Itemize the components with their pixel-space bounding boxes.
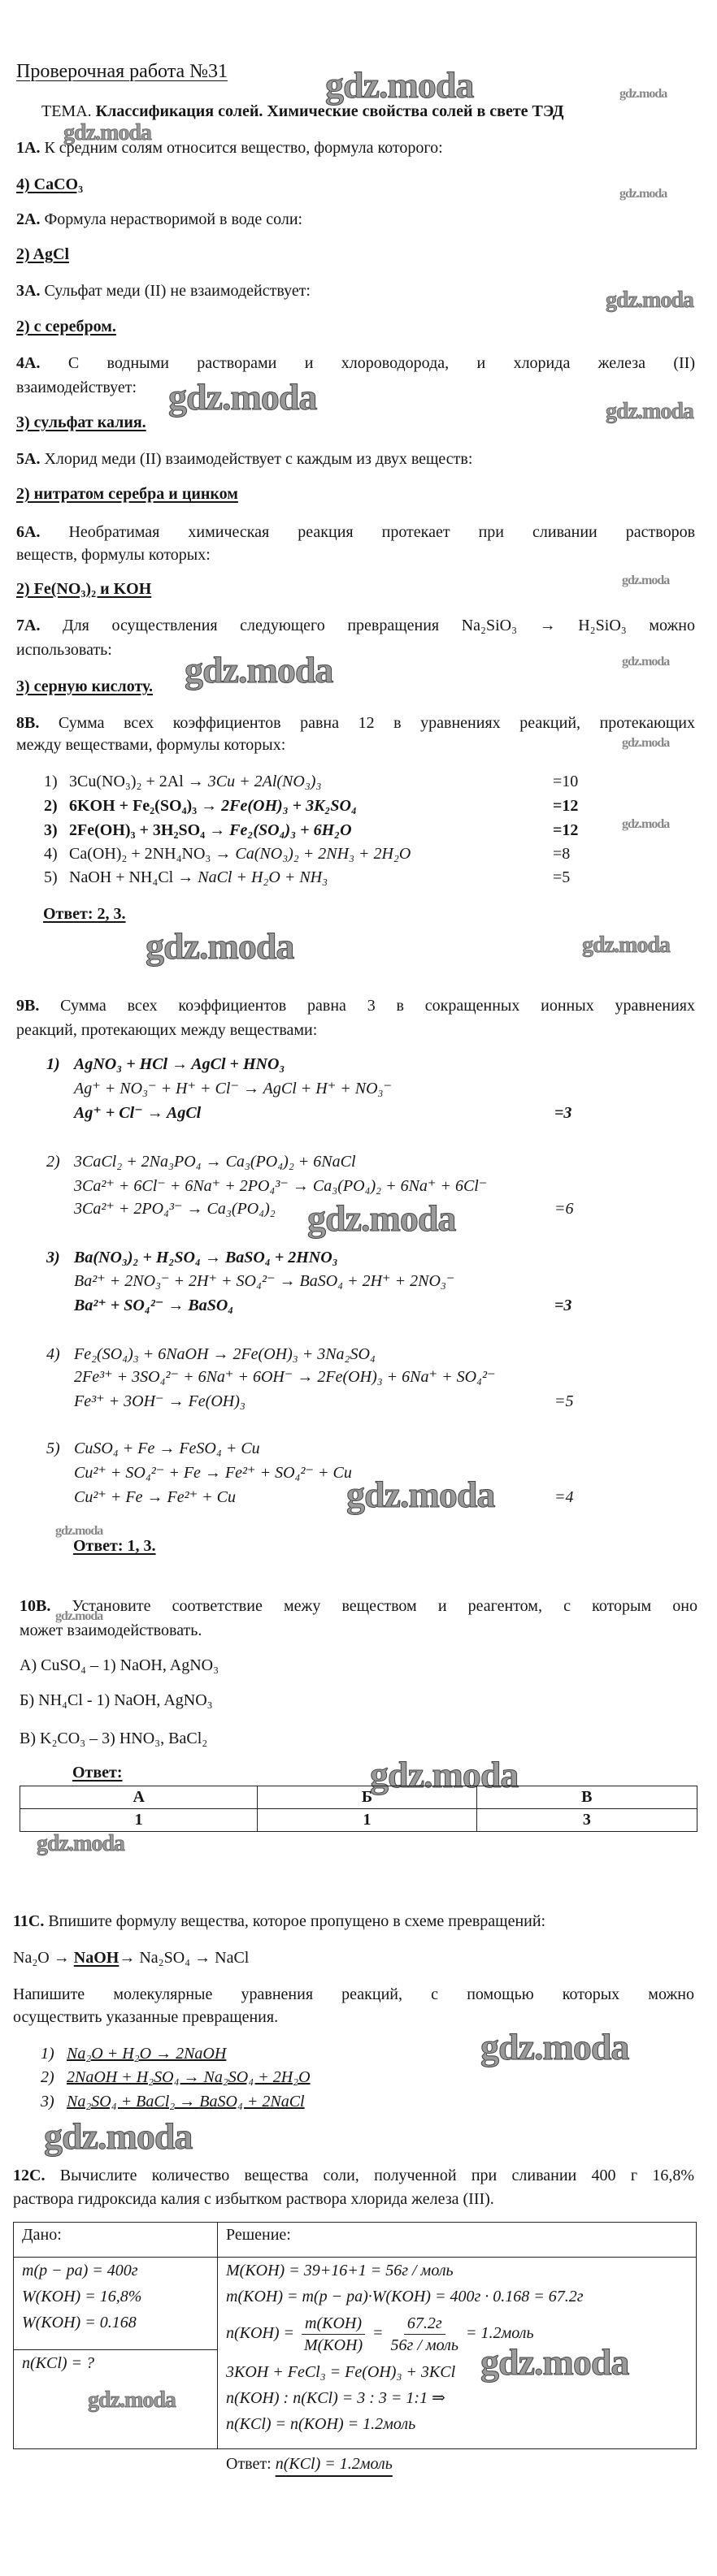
equation-number: 5)	[44, 868, 58, 886]
watermark-logo: gdz.moda	[619, 87, 667, 101]
question-9-cont: реакций, протекающих между веществами:	[16, 1021, 318, 1039]
equation-number: 1)	[44, 773, 58, 790]
equation-text: 3Cu(NO₃)₂ + 2Al → 3Cu + 2Al(NO₃)₃	[69, 773, 322, 790]
equation-sum: =5	[553, 868, 571, 886]
question-text: Сумма всех коэффициентов равна 12 в уравнениях реакций, протекающих	[58, 714, 695, 732]
question-text: Впишите формулу вещества, которое пропущено в схеме превращений:	[48, 1912, 546, 1930]
question-text: Установите соответствие межу веществом и реагентом, с которым оно	[72, 1597, 698, 1615]
full-ionic-equation: Cu²⁺ + SO₄²⁻ + Fe → Fe²⁺ + SO₄²⁻ + Cu	[74, 1464, 352, 1482]
question-10-cont: может взаимодействовать.	[20, 1621, 202, 1639]
answer-12	[226, 2454, 393, 2474]
question-7-cont: использовать:	[16, 641, 112, 659]
question-3	[16, 281, 311, 301]
watermark-logo: gdz.moda	[622, 817, 670, 831]
result-line: n(KCl) = n(KOH) = 1.2моль	[226, 2415, 416, 2433]
equation-number: 2)	[41, 2068, 54, 2086]
watermark-logo: gdz.moda	[480, 2341, 629, 2383]
match-item: В) K₂CO₃ – 3) HNO₃, BaCl₂	[20, 1730, 208, 1747]
table-header-cell: А	[20, 1786, 258, 1809]
given-header: Дано:	[14, 2223, 218, 2258]
question-4-cont: взаимодействует:	[16, 379, 137, 396]
watermark-logo: gdz.moda	[370, 1754, 519, 1795]
equation-text: Ca(OH)₂ + 2NH₄NO₃ → Ca(NO₃)₂ + 2NH₃ + 2H₂O	[69, 845, 411, 863]
molar-mass-line: M(KOH) = 39+16+1 = 56г / моль	[226, 2262, 454, 2279]
equation-sum: =5	[554, 1392, 574, 1410]
question-9	[16, 996, 695, 1015]
equation-number: 3)	[44, 821, 58, 839]
short-ionic-equation: Ag⁺ + Cl⁻ → AgCl	[74, 1104, 202, 1122]
watermark-logo: gdz.moda	[37, 1831, 124, 1856]
question-number: 6А.	[16, 523, 41, 541]
answer-5: 2) нитратом серебра и цинком	[16, 485, 238, 503]
watermark-logo: gdz.moda	[307, 1197, 456, 1239]
short-ionic-equation: Ba²⁺ + SO₄²⁻ → BaSO₄	[74, 1297, 234, 1314]
equation-sum: =3	[554, 1297, 572, 1314]
question-8-cont: между веществами, формулы которых:	[16, 736, 286, 754]
question-10	[20, 1596, 697, 1616]
table-cell: 1	[258, 1809, 476, 1832]
watermark-logo: gdz.moda	[480, 2026, 629, 2067]
watermark-logo: gdz.moda	[88, 2388, 176, 2413]
answer-3: 2) с серебром.	[16, 318, 116, 336]
question-12-cont: раствора гидроксида калия с избытком раствора хлорида железа (III).	[13, 2190, 494, 2208]
equation-sum: =8	[553, 845, 571, 863]
question-number: 10В.	[20, 1597, 51, 1615]
question-11-task-cont: осуществить указанные превращения.	[13, 2008, 279, 2026]
question-8	[16, 713, 695, 733]
watermark-logo: gdz.moda	[55, 1524, 103, 1538]
watermark-logo: gdz.moda	[168, 376, 317, 418]
fraction: $\frac{67.2г}{\text{56г / моль}}$	[390, 2314, 458, 2354]
short-ionic-equation: Cu²⁺ + Fe → Fe²⁺ + Cu	[74, 1488, 236, 1506]
solution-header: Решение:	[218, 2223, 697, 2258]
question-6	[16, 522, 695, 542]
equation-number: 4)	[44, 845, 58, 863]
short-ionic-equation: 3Ca²⁺ + 2PO₄³⁻ → Ca₃(PO₄)₂	[74, 1200, 276, 1218]
topic-prefix: ТЕМА.	[41, 102, 92, 120]
equation-text: Na₂SO₄ + BaCl₂ → BaSO₄ + 2NaCl	[67, 2093, 305, 2111]
watermark-logo: gdz.moda	[146, 925, 294, 967]
question-text: К средним солям относится вещество, формула которого:	[44, 139, 443, 157]
question-text: Формула нерастворимой в воде соли:	[44, 210, 303, 228]
question-number: 1А.	[16, 139, 41, 157]
equation-sum: =3	[554, 1104, 572, 1122]
answer-4: 3) сульфат калия.	[16, 413, 146, 431]
question-7	[16, 616, 695, 635]
transformation-chain: Na₂O → NaOH→ Na₂SO₄ → NaCl	[13, 1949, 250, 1967]
answer-value: n(KCl) = 1.2моль	[275, 2455, 393, 2473]
equation-text: 6KOH + Fe₂(SO₄)₃ → 2Fe(OH)₃ + 3K₂SO₄	[69, 797, 357, 815]
equation-number: 3)	[41, 2093, 54, 2111]
question-number: 8В.	[16, 714, 40, 732]
page-title: Проверочная работа №31	[16, 61, 228, 82]
answer-9: Ответ: 1, 3.	[73, 1537, 156, 1555]
equation-text: 2NaOH + H₂SO₄ → Na₂SO₄ + 2H₂O	[67, 2068, 311, 2086]
full-ionic-equation: 2Fe³⁺ + 3SO₄²⁻ + 6Na⁺ + 6OH⁻ → 2Fe(OH)₃ + 6Na⁺ + SO₄²⁻	[74, 1368, 496, 1386]
full-ionic-equation: 3Ca²⁺ + 6Cl⁻ + 6Na⁺ + 2PO₄³⁻ → Ca₃(PO₄)₂ + 6Na⁺ + 6Cl⁻	[74, 1177, 488, 1195]
equation-number: 1)	[41, 2045, 54, 2063]
given-value: W(KOH) = 16,8%	[22, 2288, 142, 2305]
question-6-cont: веществ, формулы которых:	[16, 546, 211, 564]
molecular-equation: CuSO₄ + Fe → FeSO₄ + Cu	[74, 1440, 260, 1457]
table-header-row	[20, 1786, 697, 1809]
question-11-task: Напишите молекулярные уравнения реакций, с помощью которых можно	[13, 1985, 694, 2003]
chain-answer: NaOH	[73, 1949, 120, 1967]
table-row	[20, 1809, 697, 1832]
question-text: Сульфат меди (II) не взаимодействует:	[44, 282, 311, 300]
fraction: $\frac{\text{m(KOH)}}{\text{M(KOH)}}$	[302, 2313, 365, 2356]
reaction-line: 3KOH + FeCl₃ = Fe(OH)₃ + 3KCl	[226, 2363, 456, 2381]
question-4	[16, 353, 695, 373]
equation-sum: =4	[554, 1488, 574, 1506]
equation-number: 5)	[46, 1440, 60, 1457]
equation-number: 2)	[44, 797, 58, 815]
find-cell	[14, 2349, 218, 2448]
equation-number: 2)	[46, 1153, 60, 1171]
topic-line	[41, 102, 564, 121]
table-cell: 3	[476, 1809, 697, 1832]
match-item: А) CuSO₄ – 1) NaOH, AgNO₃	[20, 1656, 219, 1674]
question-1	[16, 138, 443, 158]
mass-line: m(KOH) = m(р − ра)·W(KOH) = 400г · 0.168 = 67.2г	[226, 2288, 584, 2305]
watermark-logo: gdz.moda	[622, 736, 670, 750]
equation-text: 2Fe(OH)₃ + 3H₂SO₄ → Fe₂(SO₄)₃ + 6H₂O	[69, 821, 352, 839]
equation-number: 1)	[46, 1055, 60, 1073]
question-text: Вычислите количество вещества соли, полученной при сливании 400 г 16,8%	[59, 2167, 694, 2184]
answer-8: Ответ: 2, 3.	[43, 905, 126, 923]
question-text: Сумма всех коэффициентов равна 3 в сокращенных ионных уравнениях	[60, 997, 695, 1015]
question-number: 7А.	[16, 617, 41, 634]
question-text: Необратимая химическая реакция протекает при сливании растворов	[68, 523, 696, 541]
question-number: 5А.	[16, 450, 41, 468]
question-5	[16, 449, 472, 469]
answer-label: Ответ:	[226, 2455, 272, 2473]
full-ionic-equation: Ba²⁺ + 2NO₃⁻ + 2H⁺ + SO₄²⁻ → BaSO₄ + 2H⁺ + 2NO₃⁻	[74, 1272, 455, 1290]
question-number: 2А.	[16, 210, 41, 228]
watermark-logo: gdz.moda	[325, 64, 474, 106]
equation-number: 4)	[46, 1345, 60, 1363]
answer-7: 3) серную кислоту.	[16, 678, 154, 695]
question-text: С водными растворами и хлороводорода, и хлорида железа (II)	[67, 354, 695, 372]
full-ionic-equation: Ag⁺ + NO₃⁻ + H⁺ + Cl⁻ → AgCl + H⁺ + NO₃⁻	[74, 1080, 393, 1098]
answer-2: 2) AgCl	[16, 245, 69, 263]
table-header-cell: Б	[258, 1786, 476, 1809]
watermark-logo: gdz.moda	[622, 655, 670, 669]
equation-number: 3)	[46, 1249, 60, 1266]
equation-sum: =12	[553, 821, 579, 839]
answer-10-label: Ответ:	[72, 1764, 123, 1782]
equation-text: NaOH + NH₄Cl → NaCl + H₂O + NH₃	[69, 868, 328, 886]
equation-sum: =10	[553, 773, 579, 790]
moles-line: n(KOH) = $\frac{\text{m(KOH)}}{\text{M(KOH)}}$ = $\frac{67.2г}{\text{56г / моль}}$ = 1.2моль	[226, 2314, 534, 2354]
question-number: 9В.	[16, 997, 40, 1015]
molecular-equation: Fe₂(SO₄)₃ + 6NaOH → 2Fe(OH)₃ + 3Na₂SO₄	[74, 1345, 376, 1363]
table-header-cell: В	[476, 1786, 697, 1809]
topic-text: Классификация солей. Химические свойства солей в свете ТЭД	[95, 102, 564, 120]
question-11	[13, 1911, 545, 1931]
watermark-logo: gdz.moda	[619, 187, 667, 201]
question-text: Для осуществления следующего превращения Na₂SiO₃ → H₂SiO₃ можно	[63, 617, 696, 634]
match-item: Б) NH₄Cl - 1) NaOH, AgNO₃	[20, 1691, 213, 1709]
question-number: 12С.	[13, 2167, 46, 2184]
ratio-line: n(KOH) : n(KCl) = 3 : 3 = 1:1 ⇒	[226, 2389, 445, 2407]
given-value: m(р − ра) = 400г	[22, 2262, 138, 2279]
watermark-logo: gdz.moda	[606, 288, 693, 313]
watermark-logo: gdz.moda	[346, 1474, 495, 1515]
question-12	[13, 2166, 694, 2185]
molecular-equation: AgNO₃ + HCl → AgCl + HNO₃	[74, 1055, 285, 1073]
equation-sum: =6	[554, 1200, 574, 1218]
question-number: 4А.	[16, 354, 41, 372]
watermark-logo: gdz.moda	[606, 399, 693, 424]
answer-1: 4) CaCO₃	[16, 175, 84, 193]
watermark-logo: gdz.moda	[582, 933, 670, 958]
solution-cell	[218, 2258, 697, 2449]
question-number: 11С.	[13, 1912, 45, 1930]
find-value: n(KCl) = ?	[22, 2353, 95, 2372]
solution-table	[13, 2222, 697, 2449]
equation-sum: =12	[553, 797, 579, 815]
answer-table	[20, 1786, 697, 1832]
table-cell: 1	[20, 1809, 258, 1832]
watermark-logo: gdz.moda	[185, 649, 333, 691]
watermark-logo: gdz.moda	[44, 2115, 193, 2157]
short-ionic-equation: Fe³⁺ + 3OH⁻ → Fe(OH)₃	[74, 1392, 246, 1410]
question-number: 3А.	[16, 282, 41, 300]
equation-text: Na₂O + H₂O → 2NaOH	[67, 2045, 227, 2063]
molecular-equation: Ba(NO₃)₂ + H₂SO₄ → BaSO₄ + 2HNO₃	[74, 1249, 338, 1266]
watermark-logo: gdz.moda	[622, 574, 670, 587]
molecular-equation: 3CaCl₂ + 2Na₃PO₄ → Ca₃(PO₄)₂ + 6NaCl	[74, 1153, 356, 1171]
watermark-logo: gdz.moda	[55, 1609, 103, 1623]
question-text: Хлорид меди (II) взаимодействует с каждым из двух веществ:	[44, 450, 473, 468]
given-cell	[14, 2258, 218, 2350]
answer-6: 2) Fe(NO₃)₂ и KOH	[16, 580, 152, 598]
question-2	[16, 210, 302, 229]
given-value: W(KOH) = 0.168	[22, 2314, 137, 2331]
watermark-logo: gdz.moda	[63, 120, 151, 145]
